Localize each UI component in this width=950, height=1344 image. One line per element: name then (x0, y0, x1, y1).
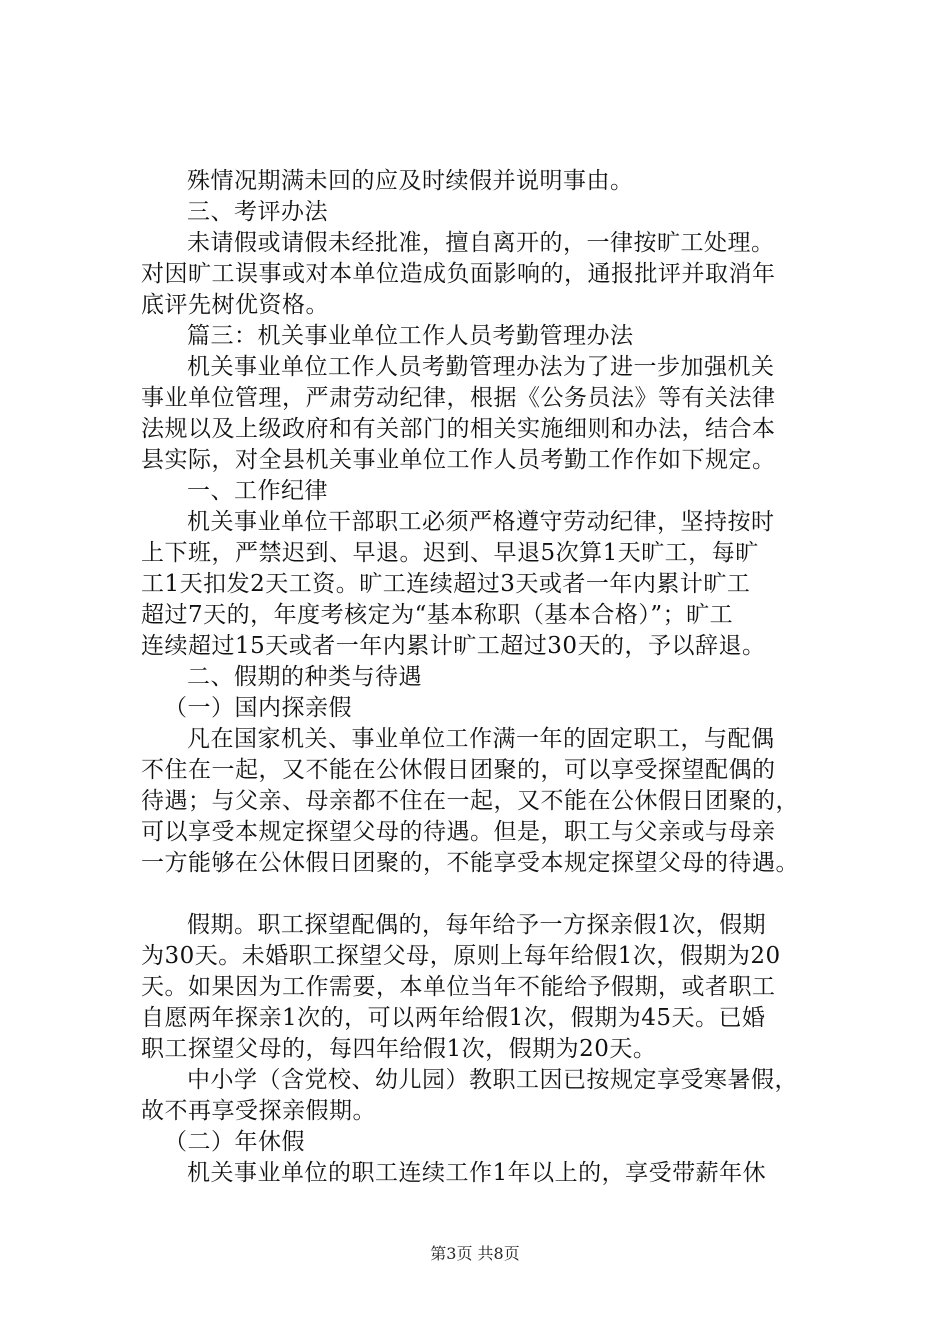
paragraph-line: 上下班，严禁迟到、早退。迟到、早退5次算1天旷工，每旷 (141, 540, 759, 566)
paragraph-line: 对因旷工误事或对本单位造成负面影响的，通报批评并取消年 (141, 261, 776, 287)
paragraph-line: 底评先树优资格。 (141, 292, 329, 318)
paragraph-line: 故不再享受探亲假期。 (141, 1098, 376, 1124)
paragraph-line: 为30天。未婚职工探望父母，原则上每年给假1次，假期为20 (141, 943, 781, 969)
page-footer: 第3页 共8页 (430, 1244, 520, 1263)
paragraph-line: 天。如果因为工作需要，本单位当年不能给予假期，或者职工 (141, 974, 776, 1000)
paragraph-line: 机关事业单位工作人员考勤管理办法为了进一步加强机关 (187, 354, 775, 380)
paragraph-line: 殊情况期满未回的应及时续假并说明事由。 (187, 168, 634, 194)
section-heading: 二、假期的种类与待遇 (187, 664, 422, 690)
paragraph-line: 机关事业单位的职工连续工作1年以上的，享受带薪年休 (187, 1160, 767, 1186)
section-heading: 三、考评办法 (187, 199, 328, 225)
paragraph-line: 可以享受本规定探望父母的待遇。但是，职工与父亲或与母亲 (141, 819, 776, 845)
subsection-heading: （一）国内探亲假 (164, 695, 352, 721)
subsection-heading: （二）年休假 (164, 1129, 305, 1155)
paragraph-line: 假期。职工探望配偶的，每年给予一方探亲假1次，假期 (187, 912, 767, 938)
paragraph-line: 凡在国家机关、事业单位工作满一年的固定职工，与配偶 (187, 726, 775, 752)
paragraph-line: 连续超过15天或者一年内累计旷工超过30天的，予以辞退。 (141, 633, 766, 659)
paragraph-line: 不住在一起，又不能在公休假日团聚的，可以享受探望配偶的 (141, 757, 776, 783)
paragraph-line: 法规以及上级政府和有关部门的相关实施细则和办法，结合本 (141, 416, 776, 442)
paragraph-line: 待遇；与父亲、母亲都不住在一起，又不能在公休假日团聚的， (141, 788, 799, 814)
paragraph-line: 自愿两年探亲1次的，可以两年给假1次，假期为45天。已婚 (141, 1005, 766, 1031)
paragraph-line: 县实际，对全县机关事业单位工作人员考勤工作作如下规定。 (141, 447, 776, 473)
paragraph-line: 中小学（含党校、幼儿园）教职工因已按规定享受寒暑假， (187, 1067, 798, 1093)
paragraph-gap (141, 879, 841, 910)
paragraph-line: 工1天扣发2天工资。旷工连续超过3天或者一年内累计旷工 (141, 571, 751, 597)
paragraph-line: 事业单位管理，严肃劳动纪律，根据《公务员法》等有关法律 (141, 385, 776, 411)
paragraph-line: 超过7天的，年度考核定为“基本称职（基本合格）”；旷工 (141, 602, 734, 628)
document-body (141, 166, 841, 1189)
article-title: 篇三：机关事业单位工作人员考勤管理办法 (187, 323, 634, 349)
paragraph-line: 职工探望父母的，每四年给假1次，假期为20天。 (141, 1036, 657, 1062)
paragraph-line: 机关事业单位干部职工必须严格遵守劳动纪律，坚持按时 (187, 509, 775, 535)
paragraph-line: 未请假或请假未经批准，擅自离开的，一律按旷工处理。 (187, 230, 775, 256)
paragraph-line: 一方能够在公休假日团聚的，不能享受本规定探望父母的待遇。 (141, 850, 799, 876)
section-heading: 一、工作纪律 (187, 478, 328, 504)
